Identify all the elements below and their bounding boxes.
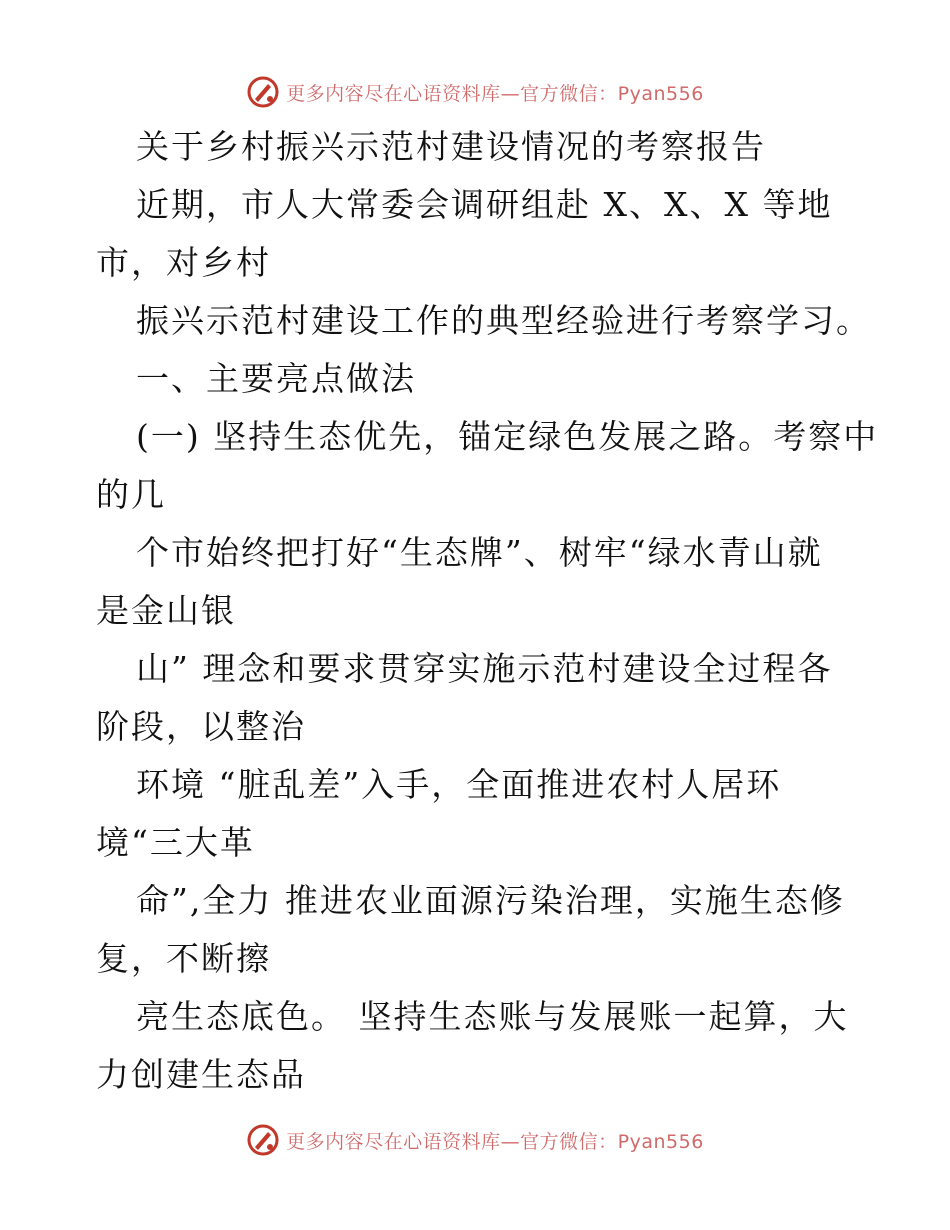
text-line: 境“三大革 [96,823,255,862]
text-line: 复，不断擦 [96,939,271,978]
watermark-logo-icon [246,1123,280,1157]
text-line: 近期，市人大常委会调研组赴 X、X、X 等地 [136,185,833,224]
text-line: 命”,全力 推进农业面源污染治理，实施生态修 [136,881,845,920]
footer-watermark [0,1120,950,1160]
watermark-logo-icon [246,75,280,109]
text-line: 关于乡村振兴示范村建设情况的考察报告 [136,127,766,166]
watermark-text: 更多内容尽在心语资料库—官方微信：Pyan556 [286,82,704,105]
watermark-text: 更多内容尽在心语资料库—官方微信：Pyan556 [286,1130,704,1153]
text-line: 振兴示范村建设工作的典型经验进行考察学习。 [136,301,871,340]
text-line: 是金山银 [96,591,236,630]
text-line: 亮生态底色。 坚持生态账与发展账一起算，大 [136,997,849,1036]
document-body [96,118,879,1104]
text-line: 的几 [96,475,166,514]
text-line: 力创建生态品 [96,1055,306,1094]
text-line: 一、主要亮点做法 [136,359,416,398]
header-watermark [0,72,950,112]
text-line: 山” 理念和要求贯穿实施示范村建设全过程各 [136,649,833,688]
text-line: 阶段，以整治 [96,707,306,746]
text-line: 环境 “脏乱差”入手，全面推进农村人居环 [136,765,782,804]
text-line: (一) 坚持生态优先，锚定绿色发展之路。考察中 [136,417,879,456]
text-line: 个市始终把打好“生态牌”、树牢“绿水青山就 [136,533,823,572]
text-line: 市，对乡村 [96,243,271,282]
